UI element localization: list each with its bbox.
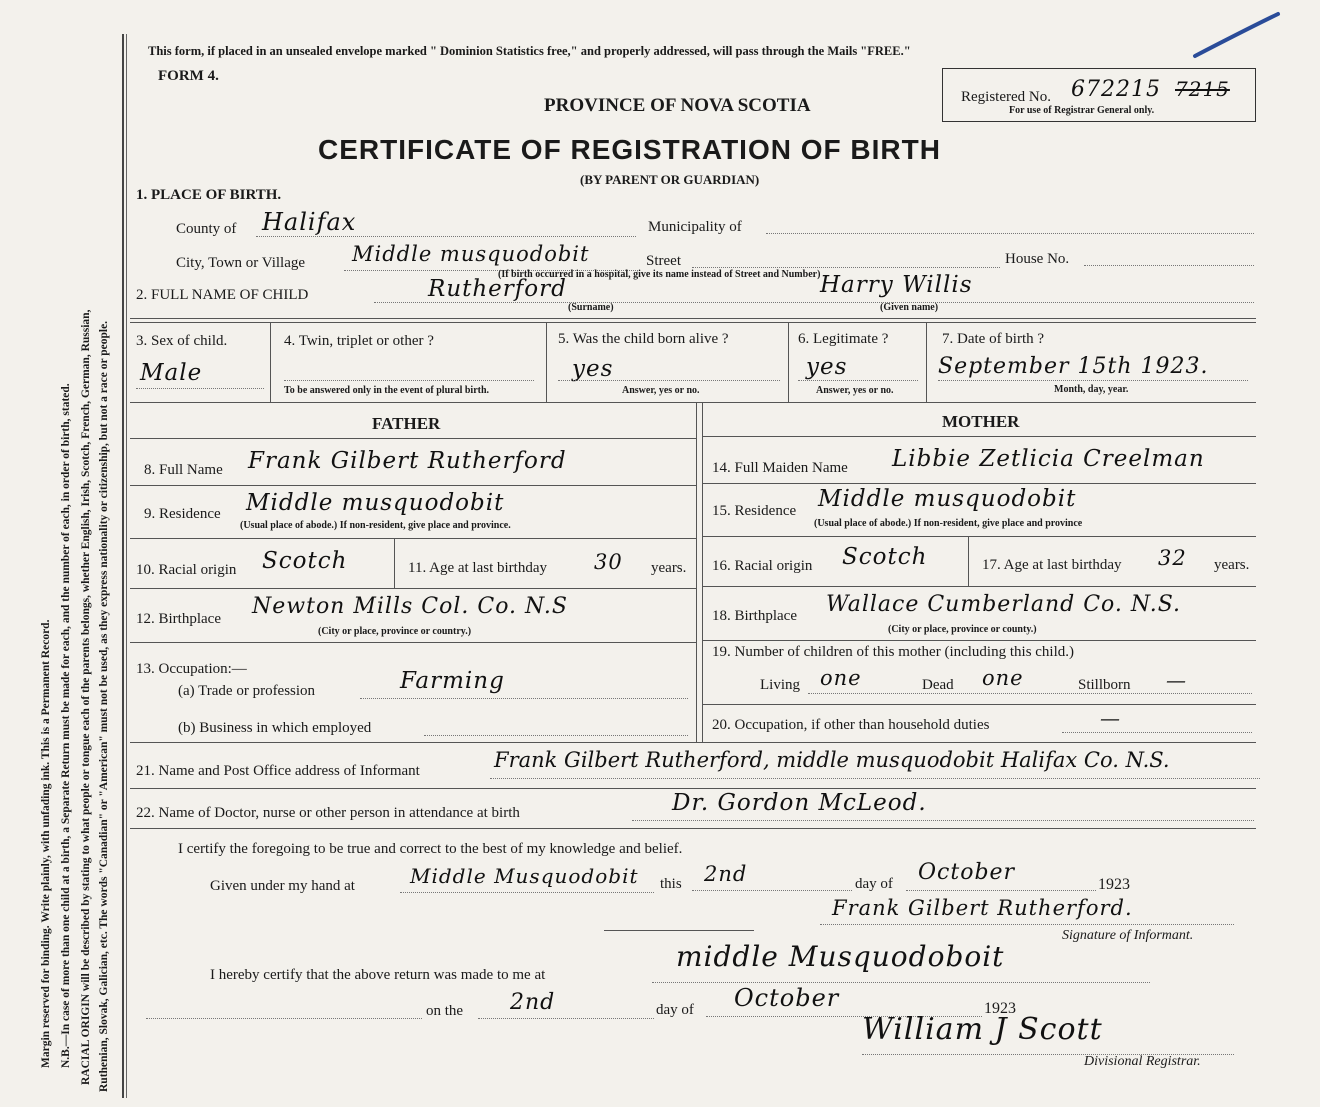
this-label: this xyxy=(660,876,682,892)
place-of-birth-heading: 1. PLACE OF BIRTH. xyxy=(136,187,282,203)
mother-bp-value: Wallace Cumberland Co. N.S. xyxy=(826,592,1182,617)
city-label: City, Town or Village xyxy=(176,255,306,271)
form-number: FORM 4. xyxy=(158,68,219,84)
surname-note: (Surname) xyxy=(568,302,614,313)
sex-label: 3. Sex of child. xyxy=(136,333,228,349)
child-surname-value: Rutherford xyxy=(428,276,567,302)
mother-race-label: 16. Racial origin xyxy=(712,558,813,574)
father-bp-value: Newton Mills Col. Co. N.S xyxy=(252,594,568,619)
mother-age-label: 17. Age at last birthday xyxy=(982,557,1122,573)
parents-divider-2 xyxy=(702,402,703,742)
month-value: October xyxy=(918,860,1016,885)
child-given-value: Harry Willis xyxy=(820,272,973,298)
mother-res-value: Middle musquodobit xyxy=(818,486,1077,512)
alive-note: Answer, yes or no. xyxy=(622,385,700,396)
dayof-label: day of xyxy=(855,876,893,892)
father-heading: FATHER xyxy=(372,414,441,433)
margin-note-racial-2: Ruthenian, Slovak, Galician, etc. The words "Canadian" or "American" must not be used, as they express nationality or citizenship, but not a race or people. xyxy=(98,320,110,1092)
mail-notice: This form, if placed in an unsealed envelope marked " Dominion Statistics free," and properly addressed, will pass through the Mails "FREE." xyxy=(148,44,911,58)
day-value: 2nd xyxy=(704,862,748,886)
reg-month-value: October xyxy=(734,984,840,1012)
registered-struck: 7215 xyxy=(1175,77,1230,101)
province-heading: PROVINCE OF NOVA SCOTIA xyxy=(544,95,811,116)
father-race-label: 10. Racial origin xyxy=(136,562,237,578)
dead-label: Dead xyxy=(922,677,954,693)
informant-signature: Frank Gilbert Rutherford. xyxy=(832,896,1133,920)
dob-note: Month, day, year. xyxy=(1054,384,1129,395)
trade-label: (a) Trade or profession xyxy=(178,683,316,699)
mother-bp-label: 18. Birthplace xyxy=(712,608,797,624)
business-label: (b) Business in which employed xyxy=(178,720,372,736)
pen-mark-icon xyxy=(1190,8,1285,63)
hereby-label: I hereby certify that the above return was made to me at xyxy=(210,967,546,983)
dob-label: 7. Date of birth ? xyxy=(942,331,1045,347)
municipality-label: Municipality of xyxy=(648,219,742,235)
father-age-value: 30 xyxy=(594,550,623,574)
city-value: Middle musquodobit xyxy=(352,242,590,266)
parents-divider xyxy=(696,402,697,742)
twin-note: To be answered only in the event of plural birth. xyxy=(284,385,490,396)
dob-value: September 15th 1923. xyxy=(938,354,1209,379)
registrar-note: For use of Registrar General only. xyxy=(1009,105,1155,116)
father-race-value: Scotch xyxy=(262,548,348,574)
mother-res-note: (Usual place of abode.) If non-resident, give place and province xyxy=(814,518,1083,529)
father-age-unit: years. xyxy=(651,560,687,576)
father-res-note: (Usual place of abode.) If non-resident, give place and province. xyxy=(240,520,511,531)
mother-name-value: Libbie Zetlicia Creelman xyxy=(892,446,1205,472)
alive-value: yes xyxy=(572,356,614,382)
twin-label: 4. Twin, triplet or other ? xyxy=(284,333,434,349)
legitimate-label: 6. Legitimate ? xyxy=(798,331,889,347)
given-label: Given under my hand at xyxy=(210,878,355,894)
dead-value: one xyxy=(982,666,1024,690)
reg-day-value: 2nd xyxy=(510,990,556,1015)
informant-value: Frank Gilbert Rutherford, middle musquodobit Halifax Co. N.S. xyxy=(494,748,1170,772)
certificate-subtitle: (BY PARENT OR GUARDIAN) xyxy=(580,172,760,187)
house-label: House No. xyxy=(1005,251,1070,267)
left-border-line-2 xyxy=(126,34,127,1098)
father-occ-label: 13. Occupation:— xyxy=(136,661,247,677)
father-res-value: Middle musquodobit xyxy=(246,490,505,516)
divider xyxy=(130,402,1256,403)
stillborn-value: — xyxy=(1166,668,1187,692)
registrar-signature: William J Scott xyxy=(862,1012,1103,1047)
informant-label: 21. Name and Post Office address of Informant xyxy=(136,763,420,779)
hospital-note: (If birth occurred in a hospital, give its name instead of Street and Number) xyxy=(498,269,821,280)
father-res-label: 9. Residence xyxy=(144,506,221,522)
father-name-label: 8. Full Name xyxy=(144,462,223,478)
living-value: one xyxy=(820,666,862,690)
mother-res-label: 15. Residence xyxy=(712,503,797,519)
father-age-label: 11. Age at last birthday xyxy=(408,560,547,576)
mother-age-value: 32 xyxy=(1158,546,1187,570)
alive-label: 5. Was the child born alive ? xyxy=(558,331,729,347)
registered-value: 672215 xyxy=(1071,77,1161,102)
margin-note-binding: Margin reserved for binding. Write plainly, with unfading ink. This is a Permanent Record. xyxy=(40,619,52,1068)
divider xyxy=(130,318,1256,319)
stillborn-label: Stillborn xyxy=(1078,677,1131,693)
given-name-note: (Given name) xyxy=(880,302,939,313)
sex-value: Male xyxy=(140,360,203,386)
trade-value: Farming xyxy=(400,668,505,694)
given-place-value: Middle Musquodobit xyxy=(410,864,639,888)
margin-note-nb: N.B.—In case of more than one child at a birth, a Separate Return must be made for each, and the number of each, in order of birth, stated. xyxy=(60,383,72,1068)
reg-dayof-label: day of xyxy=(656,1002,694,1018)
registered-label: Registered No. xyxy=(961,89,1051,105)
child-name-label: 2. FULL NAME OF CHILD xyxy=(136,287,309,303)
hereby-place-value: middle Musquodoboit xyxy=(676,940,1005,973)
mother-bp-note: (City or place, province or county.) xyxy=(888,624,1037,635)
mother-name-label: 14. Full Maiden Name xyxy=(712,460,848,476)
mother-age-unit: years. xyxy=(1214,557,1250,573)
children-label: 19. Number of children of this mother (including this child.) xyxy=(712,644,1075,660)
signature-label: Signature of Informant. xyxy=(1062,928,1194,943)
mother-occ-label: 20. Occupation, if other than household duties xyxy=(712,717,990,733)
doctor-label: 22. Name of Doctor, nurse or other person in attendance at birth xyxy=(136,805,520,821)
registration-box xyxy=(942,68,1256,122)
divider xyxy=(130,742,1256,743)
mother-race-value: Scotch xyxy=(842,544,928,570)
divider xyxy=(130,322,1256,323)
left-border-line xyxy=(122,34,124,1098)
mother-occ-value: — xyxy=(1100,706,1121,730)
certificate-title: CERTIFICATE OF REGISTRATION OF BIRTH xyxy=(318,134,941,165)
legitimate-value: yes xyxy=(806,354,848,380)
mother-heading: MOTHER xyxy=(942,412,1020,431)
doctor-value: Dr. Gordon McLeod. xyxy=(672,790,927,816)
on-the-label: on the xyxy=(426,1003,464,1019)
reg-year-value: 1923 xyxy=(984,1000,1016,1017)
street-label: Street xyxy=(646,253,681,269)
margin-note-racial: RACIAL ORIGIN will be described by stating to what people or tongue each of the parents belongs, whether English, Irish, Scotch, French, German, Russian, xyxy=(80,309,92,1085)
county-value: Halifax xyxy=(262,208,357,236)
living-label: Living xyxy=(760,677,800,693)
father-bp-label: 12. Birthplace xyxy=(136,611,221,627)
legitimate-note: Answer, yes or no. xyxy=(816,385,894,396)
registrar-label: Divisional Registrar. xyxy=(1084,1054,1201,1069)
father-bp-note: (City or place, province or country.) xyxy=(318,626,472,637)
year-value: 1923 xyxy=(1098,876,1130,893)
county-label: County of xyxy=(176,221,237,237)
father-name-value: Frank Gilbert Rutherford xyxy=(248,448,567,474)
certify-statement: I certify the foregoing to be true and correct to the best of my knowledge and belief. xyxy=(178,841,683,857)
